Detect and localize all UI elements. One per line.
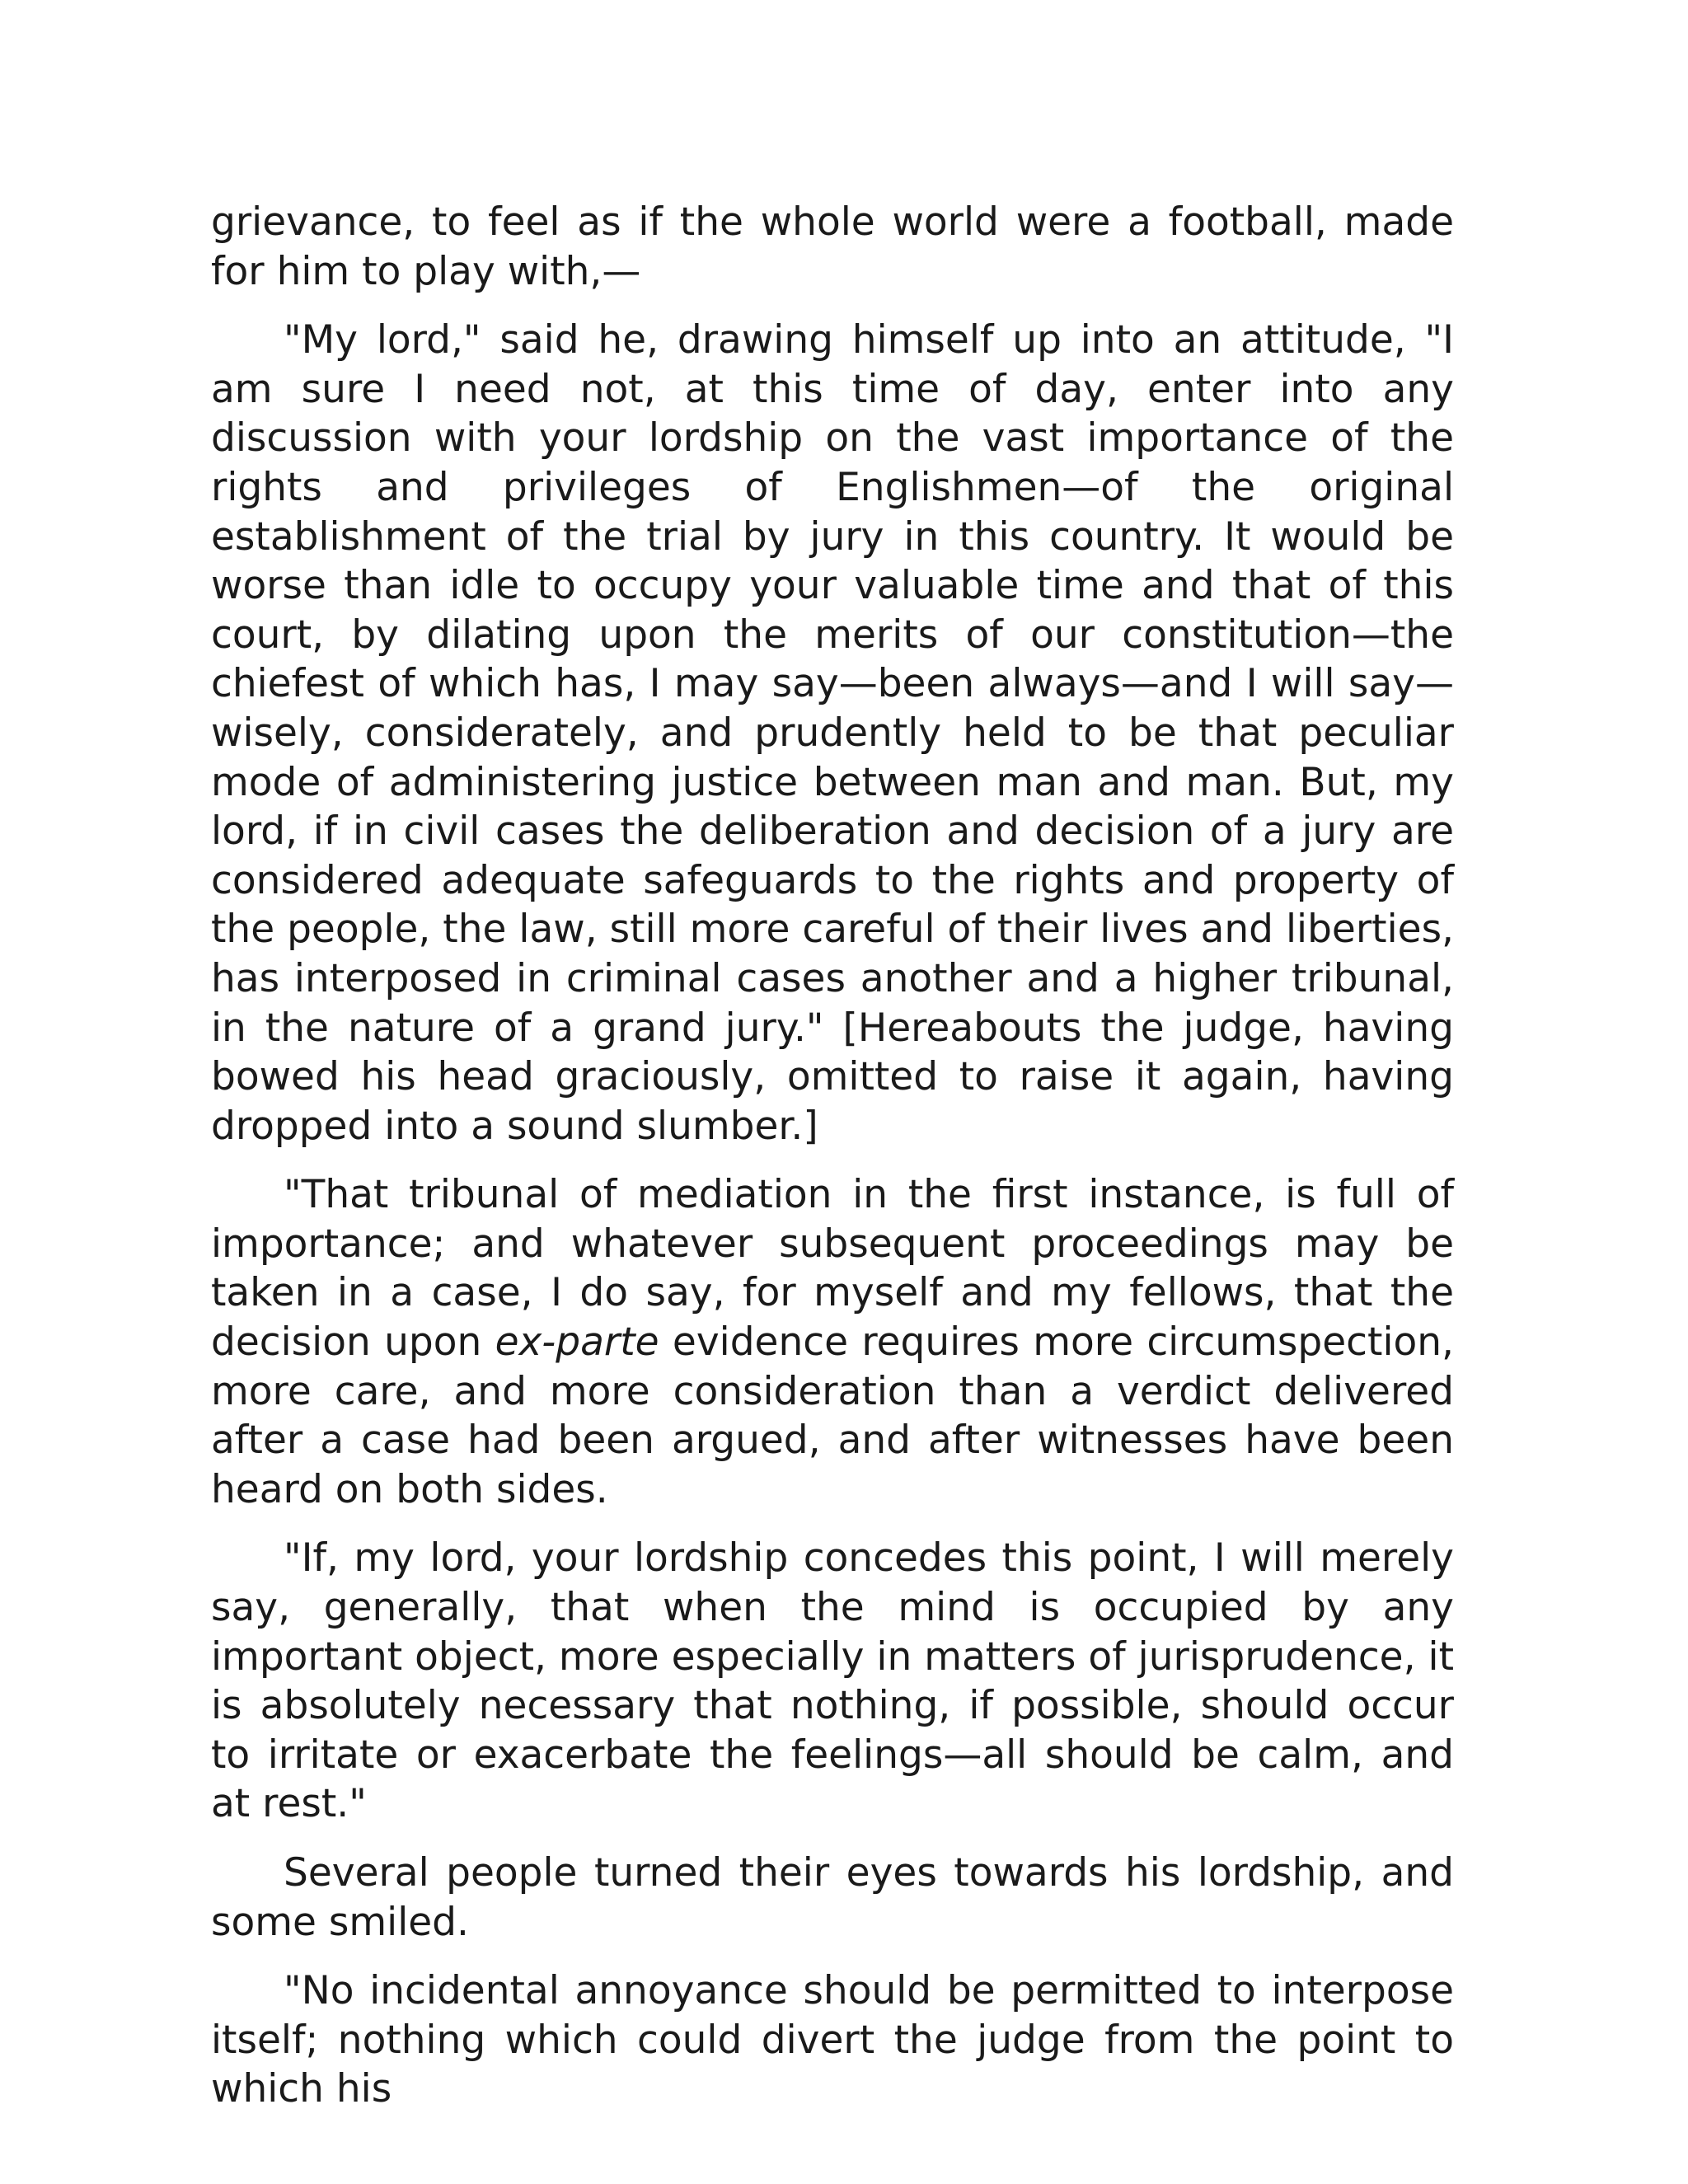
book-page <box>211 198 1454 2134</box>
paragraph-tribunal-text-start: "That tribunal of mediation in the first instance, is full of importance; and whatever subsequent proceedings may be taken in a case, I do say, for myself and my fellows, that the decision upon <box>211 1172 1454 1366</box>
paragraph-speech-opening: "My lord," said he, drawing himself up into an attitude, "I am sure I need not, at this time of day, enter into any discussion with your lordship on the vast importance of the rights and privileges of Englishmen—of the original establishment of the trial by jury in this country. It would be worse than idle to occupy your valuable time and that of this court, by dilating upon the merits of our constitution—the chiefest of which has, I may say—been always—and I will say—wisely, considerately, and prudently held to be that peculiar mode of administering justice between man and man. But, my lord, if in civil cases the deliberation and decision of a jury are considered adequate safeguards to the rights and property of the people, the law, still more careful of their lives and liberties, has interposed in criminal cases another and a higher tribunal, in the nature of a grand jury." [Hereabouts the judge, having bowed his head graciously, omitted to raise it again, having dropped into a sound slumber.] <box>211 317 1454 1149</box>
paragraph-people-smiled: Several people turned their eyes towards his lordship, and some smiled. <box>211 1850 1454 1945</box>
paragraph-tribunal-text-end: evidence requires more circumspection, more care, and more consideration than a verdict delivered after a case had been argued, and after witnesses have been heard on both sides. <box>211 1319 1454 1512</box>
paragraph-continuation: grievance, to feel as if the whole world were a football, made for him to play with,— <box>211 199 1454 294</box>
italic-ex-parte: ex-parte <box>495 1319 659 1366</box>
paragraph-tribunal <box>211 1170 1454 1514</box>
paragraph-concedes-point: "If, my lord, your lordship concedes this point, I will merely say, generally, that when the mind is occupied by any important object, more especially in matters of jurisprudence, it is absolutely necessary that nothing, if possible, should occur to irritate or exacerbate the feelings—all should be calm, and at rest." <box>211 1535 1454 1827</box>
paragraph-no-annoyance: "No incidental annoyance should be permitted to interpose itself; nothing which could divert the judge from the point to which his <box>211 1968 1454 2112</box>
